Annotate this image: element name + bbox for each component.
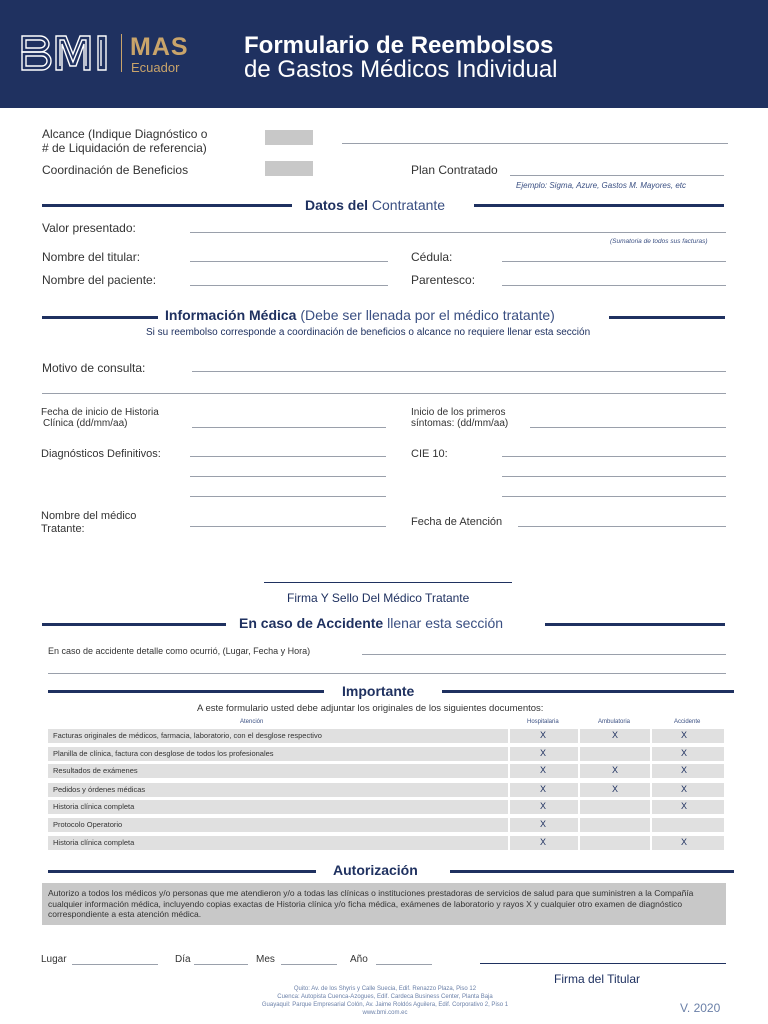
section-rule-left <box>42 204 292 207</box>
cell-divider <box>650 747 652 761</box>
check-mark-c: X <box>681 730 688 740</box>
valor-hint: (Sumatoria de todos sus facturas) <box>610 238 708 245</box>
check-mark-h: X <box>540 837 547 847</box>
lugar-label: Lugar <box>41 954 67 965</box>
accidente-title: En caso de Accidente llenar esta sección <box>239 615 504 631</box>
check-mark-c: X <box>681 784 688 794</box>
document-row <box>48 818 724 832</box>
plan-label: Plan Contratado <box>411 163 498 177</box>
section-rule-left <box>42 316 158 319</box>
motivo-field-1[interactable] <box>192 371 726 372</box>
valor-label: Valor presentado: <box>42 221 136 235</box>
check-mark-h: X <box>540 748 547 758</box>
bmi-logo <box>20 32 114 74</box>
cell-divider <box>508 818 510 832</box>
logo-separator <box>121 34 122 72</box>
check-mark-h: X <box>540 801 547 811</box>
check-mark-h: X <box>540 784 547 794</box>
document-label: Planilla de clínica, factura con desglose de todos los profesionales <box>53 749 274 758</box>
section-rule-left <box>48 870 316 873</box>
contratante-title: Datos del Contratante <box>305 197 446 213</box>
check-mark-h: X <box>540 730 547 740</box>
firma-titular-line[interactable] <box>480 963 726 964</box>
form-subtitle: de Gastos Médicos Individual <box>244 56 558 83</box>
col-ambulatoria: Ambulatoria <box>598 719 631 725</box>
cell-divider <box>508 747 510 761</box>
mas-logo-text: MAS <box>130 33 189 61</box>
cell-divider <box>578 800 580 814</box>
document-label: Facturas originales de médicos, farmacia, laboratorio, con el desglose respectivo <box>53 731 322 740</box>
document-label: Historia clínica completa <box>53 838 135 847</box>
document-row <box>48 747 724 761</box>
footer-quito: Quito: Av. de los Shyris y Calle Suecia, Edif. Renazzo Plaza, Piso 12 <box>293 986 477 992</box>
cedula-field[interactable] <box>502 261 726 262</box>
alcance-checkbox[interactable] <box>265 130 313 145</box>
anio-field[interactable] <box>376 964 432 965</box>
col-accidente: Accidente <box>674 719 701 725</box>
section-rule-right <box>545 623 725 626</box>
section-rule-right <box>474 204 724 207</box>
check-mark-a: X <box>612 765 619 775</box>
cell-divider <box>650 783 652 797</box>
paciente-label: Nombre del paciente: <box>42 273 157 287</box>
diagnosticos-label: Diagnósticos Definitivos: <box>41 448 161 460</box>
cell-divider <box>650 764 652 778</box>
lugar-field[interactable] <box>72 964 158 965</box>
cell-divider <box>650 818 652 832</box>
col-hospitalaria: Hospitalaria <box>527 719 559 725</box>
autorizacion-box <box>42 883 726 925</box>
section-rule-right <box>442 690 734 693</box>
firma-medico-label: Firma Y Sello Del Médico Tratante <box>287 591 470 605</box>
medica-title: Información Médica (Debe ser llenada por el médico tratante) <box>165 307 555 323</box>
fecha-hc-label-2: Clínica (dd/mm/aa) <box>43 418 128 429</box>
motivo-label: Motivo de consulta: <box>42 361 146 375</box>
sintomas-label-1: Inicio de los primeros <box>411 407 506 418</box>
check-mark-h: X <box>540 819 547 829</box>
cell-divider <box>508 729 510 743</box>
alcance-label-1: Alcance (Indique Diagnóstico o <box>42 127 208 141</box>
cell-divider <box>508 800 510 814</box>
alcance-label-2: # de Liquidación de referencia) <box>42 141 207 155</box>
motivo-field-2[interactable] <box>42 393 726 394</box>
check-mark-a: X <box>612 730 619 740</box>
diagnosticos-field-3[interactable] <box>190 496 386 497</box>
col-atencion: Atención <box>240 719 264 725</box>
version-label: V. 2020 <box>680 1001 721 1015</box>
importante-intro: A este formulario usted debe adjuntar los originales de los siguientes documentos: <box>197 703 544 714</box>
check-mark-a: X <box>612 784 619 794</box>
fecha-hc-field[interactable] <box>192 427 386 428</box>
fecha-atencion-field[interactable] <box>518 526 726 527</box>
firma-titular-label: Firma del Titular <box>554 972 641 986</box>
footer-addresses <box>200 985 570 1017</box>
importante-title: Importante <box>342 683 415 699</box>
medico-label-1: Nombre del médico <box>41 510 137 522</box>
cie-field-3[interactable] <box>502 496 726 497</box>
anio-label: Año <box>350 954 368 965</box>
plan-field[interactable] <box>510 175 724 176</box>
parentesco-label: Parentesco: <box>411 273 476 287</box>
document-label: Historia clínica completa <box>53 802 135 811</box>
section-rule-right <box>450 870 734 873</box>
paciente-field[interactable] <box>190 285 388 286</box>
plan-hint: Ejemplo: Sigma, Azure, Gastos M. Mayores, etc <box>516 181 686 190</box>
cell-divider <box>508 783 510 797</box>
autorizacion-title: Autorización <box>333 862 418 878</box>
cell-divider <box>578 729 580 743</box>
titular-label: Nombre del titular: <box>42 250 141 264</box>
sintomas-label-2: síntomas: (dd/mm/aa) <box>411 418 509 429</box>
document-label: Pedidos y órdenes médicas <box>53 785 146 794</box>
ecuador-logo-text: Ecuador <box>131 60 180 75</box>
document-row <box>48 729 724 743</box>
check-mark-c: X <box>681 748 688 758</box>
cell-divider <box>650 836 652 850</box>
document-row <box>48 836 724 850</box>
autorizacion-text: Autorizo a todos los médicos y/o personas que me atendieron y/o a todas las clínicas o instituciones prestadoras de servicios de salud para que suministren a la Compañía cualquier información médica, incluyendo copias exactas de Historia clínica y/o ficha médica, exámenes de laboratorio y rayos X y cualquier otro examen de diagnóstico correspondiente a esta atención médica. <box>48 888 694 919</box>
dia-label: Día <box>175 954 191 965</box>
valor-field[interactable] <box>190 232 726 233</box>
cell-divider <box>578 764 580 778</box>
document-label: Resultados de exámenes <box>53 766 138 775</box>
mes-label: Mes <box>256 954 275 965</box>
diagnosticos-field-2[interactable] <box>190 476 386 477</box>
document-label: Protocolo Operatorio <box>53 820 123 829</box>
section-rule-left <box>42 623 226 626</box>
cell-divider <box>578 783 580 797</box>
parentesco-field[interactable] <box>502 285 726 286</box>
footer-guayaquil: Guayaquil: Parque Empresarial Colón, Av. Jaime Roldós Aguilera, Edif. Corporativo 2, Piso 1 <box>261 1002 509 1008</box>
document-row <box>48 783 724 797</box>
sintomas-field[interactable] <box>530 427 726 428</box>
medico-label-2: Tratante: <box>41 523 85 535</box>
check-mark-h: X <box>540 765 547 775</box>
cie-label: CIE 10: <box>411 448 448 460</box>
cell-divider <box>578 747 580 761</box>
mes-field[interactable] <box>281 964 337 965</box>
cie-field-1[interactable] <box>502 456 726 457</box>
cell-divider <box>578 818 580 832</box>
medica-note: Si su reembolso corresponde a coordinación de beneficios o alcance no requiere llenar esta sección <box>146 327 591 338</box>
footer-cuenca: Cuenca: Autopista Cuenca-Azogues, Edif. Cardeca Business Center, Planta Baja <box>277 994 493 1000</box>
cell-divider <box>650 729 652 743</box>
check-mark-c: X <box>681 801 688 811</box>
alcance-field[interactable] <box>342 143 728 144</box>
accidente-field-2[interactable] <box>48 673 726 674</box>
fecha-hc-label-1: Fecha de inicio de Historia <box>41 407 159 418</box>
footer-website: www.bmi.com.ec <box>362 1010 408 1016</box>
diagnosticos-field-1[interactable] <box>190 456 386 457</box>
document-row <box>48 800 724 814</box>
medico-field[interactable] <box>190 526 386 527</box>
section-rule-right <box>609 316 725 319</box>
cell-divider <box>508 836 510 850</box>
coordinacion-label: Coordinación de Beneficios <box>42 163 189 177</box>
dia-field[interactable] <box>194 964 248 965</box>
document-row <box>48 764 724 778</box>
check-mark-c: X <box>681 837 688 847</box>
titular-field[interactable] <box>190 261 388 262</box>
coordinacion-checkbox[interactable] <box>265 161 313 176</box>
cell-divider <box>508 764 510 778</box>
form-title: Formulario de Reembolsos <box>244 32 554 59</box>
fecha-atencion-label: Fecha de Atención <box>411 516 503 528</box>
check-mark-c: X <box>681 765 688 775</box>
cell-divider <box>578 836 580 850</box>
cell-divider <box>650 800 652 814</box>
firma-medico-line[interactable] <box>264 582 512 583</box>
cie-field-2[interactable] <box>502 476 726 477</box>
accidente-field-1[interactable] <box>362 654 726 655</box>
cedula-label: Cédula: <box>411 250 453 264</box>
section-rule-left <box>48 690 324 693</box>
accidente-detalle-label: En caso de accidente detalle como ocurrió, (Lugar, Fecha y Hora) <box>48 646 311 656</box>
